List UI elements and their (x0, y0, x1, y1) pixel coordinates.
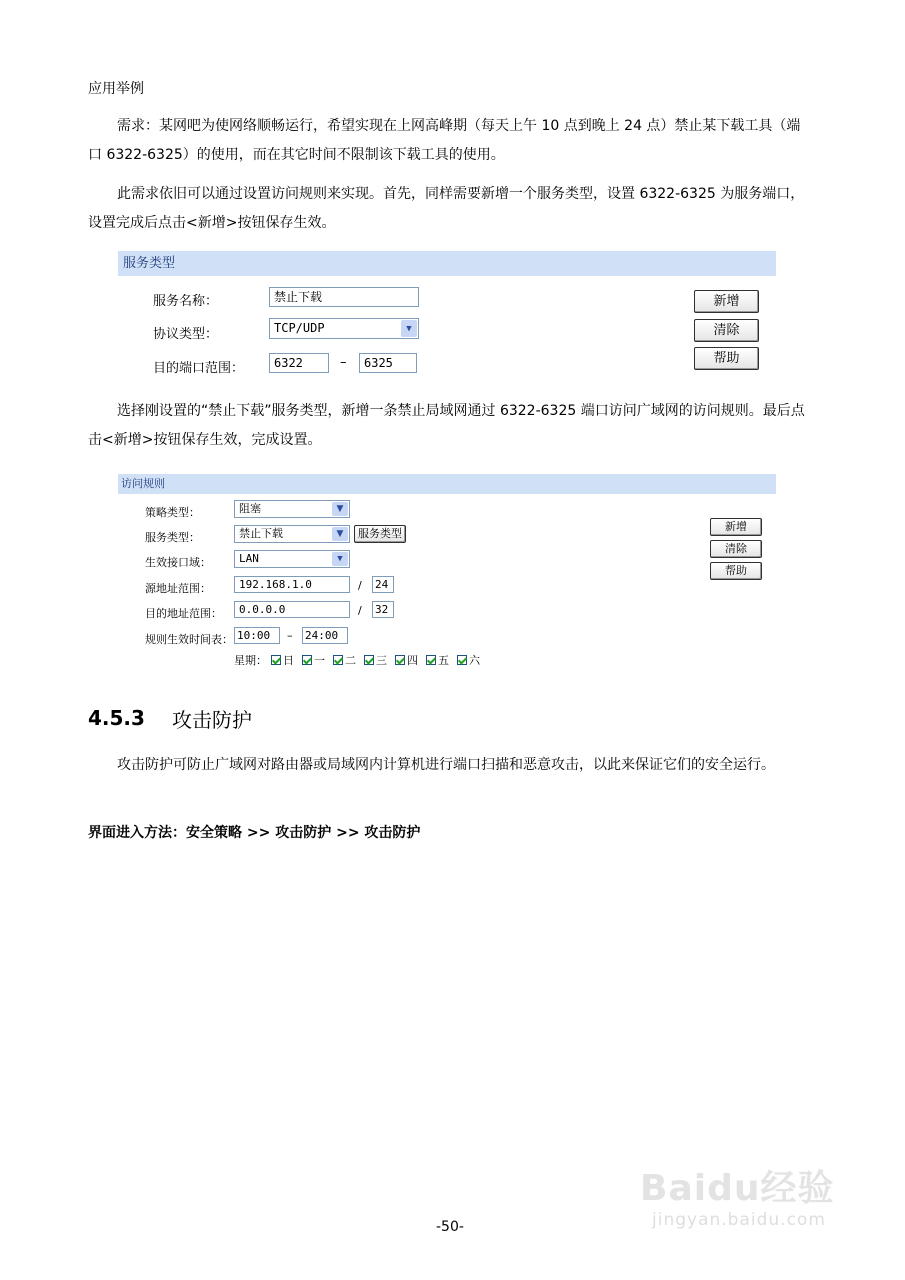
checkbox-checked-icon[interactable] (333, 655, 343, 665)
destination-address-input[interactable]: 0.0.0.0 (234, 601, 350, 618)
interface-value: LAN (239, 552, 259, 565)
port-start-input[interactable]: 6322 (269, 353, 329, 373)
policy-type-label: 策略类型： (145, 506, 200, 519)
source-address-input[interactable]: 192.168.1.0 (234, 576, 350, 593)
port-end-input[interactable]: 6325 (359, 353, 417, 373)
rule-clear-button[interactable]: 清除 (710, 540, 762, 558)
day-wed[interactable] (364, 652, 387, 668)
source-slash: / (358, 579, 362, 592)
access-panel-title: 访问规则 (118, 474, 776, 494)
paragraph-text: 此需求依旧可以通过设置访问规则来实现。首先，同样需要新增一个服务类型，设置 6322-6325 为服务端口，设置完成后点击<新增>按钮保存生效。 (88, 186, 805, 231)
day-label: 五 (438, 654, 449, 667)
week-label: 星期： (234, 654, 267, 667)
day-label: 三 (376, 654, 387, 667)
chevron-down-icon: ▼ (332, 502, 348, 516)
source-range-label: 源地址范围： (145, 582, 211, 595)
page-number: -50- (436, 1219, 464, 1235)
service-type-label: 服务类型： (145, 531, 200, 544)
paragraph-requirement (88, 112, 808, 170)
paragraph-text: 需求：某网吧为使网络顺畅运行，希望实现在上网高峰期（每天上午 10 点到晚上 24 点）禁止某下载工具（端口 6322-6325）的使用，而在其它时间不限制该下载工具的使用。 (88, 118, 801, 163)
day-tue[interactable] (333, 652, 356, 668)
service-type-value: 禁止下载 (239, 527, 283, 540)
chevron-down-icon: ▼ (332, 527, 348, 541)
paragraph-step2 (88, 397, 808, 455)
checkbox-checked-icon[interactable] (426, 655, 436, 665)
day-thu[interactable] (395, 652, 418, 668)
day-label: 四 (407, 654, 418, 667)
day-label: 一 (314, 654, 325, 667)
section-number: 4.5.3 (88, 706, 145, 730)
watermark-logo: Baidu经验 (640, 1168, 835, 1209)
add-button[interactable]: 新增 (694, 290, 759, 313)
day-sat[interactable] (457, 652, 480, 668)
destination-mask-input[interactable]: 32 (372, 601, 394, 618)
clear-button[interactable]: 清除 (694, 319, 759, 342)
navigation-path: 界面进入方法：安全策略 >> 攻击防护 >> 攻击防护 (88, 825, 421, 841)
schedule-label: 规则生效时间表： (145, 633, 233, 646)
port-range-label: 目的端口范围： (153, 361, 245, 376)
weekday-row (234, 652, 488, 668)
source-mask-input[interactable]: 24 (372, 576, 394, 593)
day-label: 二 (345, 654, 356, 667)
interface-label: 生效接口域： (145, 556, 211, 569)
service-panel-title: 服务类型 (118, 251, 776, 276)
example-heading: 应用举例 (88, 81, 144, 97)
paragraph-text: 选择刚设置的“禁止下载”服务类型，新增一条禁止局域网通过 6322-6325 端口访问广域网的访问规则。最后点击<新增>按钮保存生效，完成设置。 (88, 403, 805, 448)
service-name-label: 服务名称： (153, 294, 219, 309)
policy-type-select[interactable] (234, 500, 350, 518)
checkbox-checked-icon[interactable] (364, 655, 374, 665)
help-button[interactable]: 帮助 (694, 347, 759, 370)
time-dash: – (287, 629, 293, 642)
service-type-panel (118, 251, 776, 379)
destination-slash: / (358, 604, 362, 617)
protocol-select[interactable] (269, 318, 419, 339)
day-sun[interactable] (271, 652, 294, 668)
day-fri[interactable] (426, 652, 449, 668)
destination-range-label: 目的地址范围： (145, 607, 222, 620)
protocol-select-value: TCP/UDP (274, 321, 325, 335)
day-mon[interactable] (302, 652, 325, 668)
port-range-dash: – (340, 355, 347, 370)
day-label: 六 (469, 654, 480, 667)
paragraph-text: 攻击防护可防止广域网对路由器或局域网内计算机进行端口扫描和恶意攻击，以此来保证它们的安全运行。 (117, 757, 775, 773)
service-type-select[interactable] (234, 525, 350, 543)
checkbox-checked-icon[interactable] (271, 655, 281, 665)
section-title: 攻击防护 (172, 708, 252, 732)
day-label: 日 (283, 654, 294, 667)
interface-select[interactable] (234, 550, 350, 568)
service-name-input[interactable]: 禁止下载 (269, 287, 419, 307)
watermark-url: jingyan.baidu.com (652, 1210, 826, 1230)
access-rule-panel (118, 474, 776, 670)
checkbox-checked-icon[interactable] (457, 655, 467, 665)
paragraph-attack-protection (88, 751, 808, 780)
policy-type-value: 阻塞 (239, 502, 261, 515)
service-type-button[interactable]: 服务类型 (354, 525, 406, 543)
chevron-down-icon: ▼ (332, 552, 348, 566)
rule-help-button[interactable]: 帮助 (710, 562, 762, 580)
checkbox-checked-icon[interactable] (395, 655, 405, 665)
chevron-down-icon: ▼ (401, 320, 417, 337)
time-start-input[interactable]: 10:00 (234, 627, 280, 644)
checkbox-checked-icon[interactable] (302, 655, 312, 665)
rule-add-button[interactable]: 新增 (710, 518, 762, 536)
protocol-label: 协议类型： (153, 327, 219, 342)
paragraph-step1 (88, 180, 808, 238)
time-end-input[interactable]: 24:00 (302, 627, 348, 644)
